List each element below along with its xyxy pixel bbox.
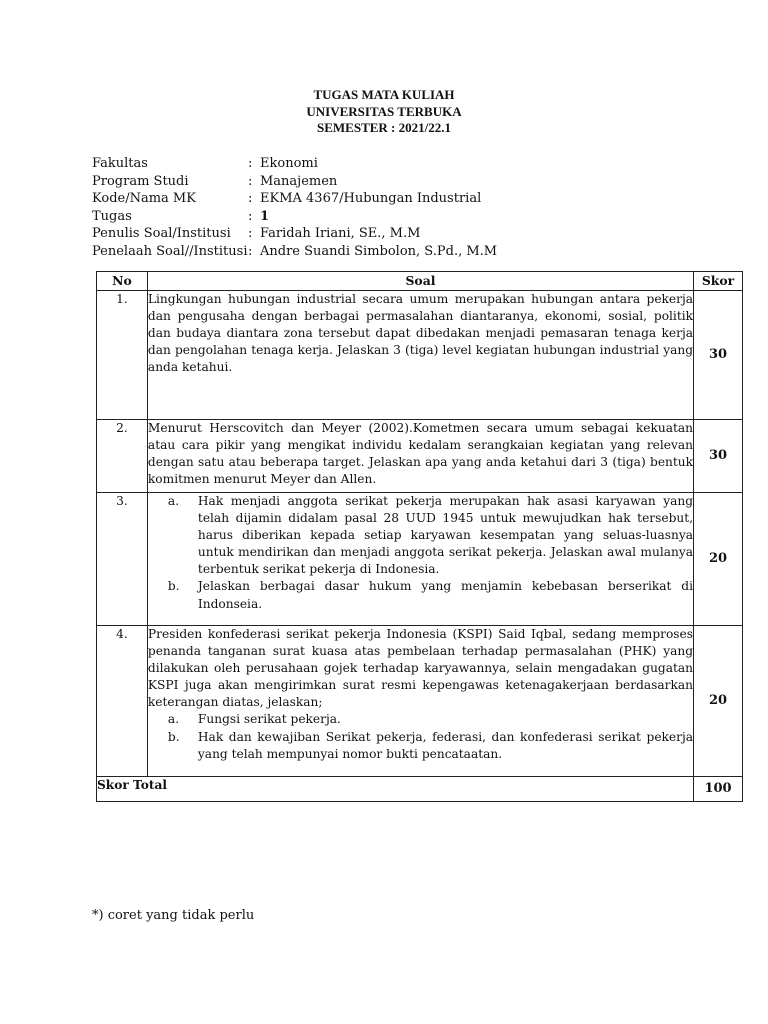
meta-row-penulis — [92, 225, 497, 243]
header-soal: Soal — [147, 272, 693, 291]
meta-label: Penelaah Soal//Institusi — [92, 243, 248, 259]
meta-row-penelaah — [92, 243, 497, 261]
sub-question-letter: b. — [167, 579, 180, 594]
question-text — [147, 493, 693, 626]
meta-value: Manajemen — [260, 173, 338, 189]
sub-question — [148, 493, 693, 578]
sub-question-letter: b. — [167, 729, 180, 744]
footnote: *) coret yang tidak perlu — [92, 908, 255, 923]
sub-question-text: Jelaskan berbagai dasar hukum yang menjamin kebebasan berserikat di Indonseia. — [197, 579, 694, 611]
table-row — [97, 626, 743, 777]
sub-question-text: Hak menjadi anggota serikat pekerja merupakan hak asasi karyawan yang telah dijamin didalam pasal 28 UUD 1945 untuk mewujudkan hak tersebut, harus diberikan kepada setiap karyawan kesempatan yang seluas-luasnya untuk mendirikan dan menjadi anggota serikat pekerja. Jelaskan awal mulanya terbentuk serikat pekerja di Indonesia. — [197, 494, 694, 577]
title-line-3: SEMESTER : 2021/22.1 — [317, 120, 451, 135]
meta-colon: : — [248, 191, 253, 206]
question-number: 3. — [97, 493, 148, 626]
header-skor: Skor — [694, 272, 743, 291]
sub-question-text: Hak dan kewajiban Serikat pekerja, federasi, dan konfederasi serikat pekerja yang telah mempunyai nomor bukti pencataatan. — [197, 729, 694, 761]
meta-value: 1 — [260, 208, 270, 224]
meta-colon: : — [248, 173, 253, 189]
sub-question — [148, 578, 693, 612]
total-value: 100 — [694, 777, 743, 802]
question-number: 1. — [97, 291, 148, 420]
question-text: Lingkungan hubungan industrial secara umum merupakan hubungan antara pekerja dan pengusaha dengan berbagai permasalahan diantaranya, ekonomi, sosial, politik dan budaya diantara zona tersebut dapat dibedakan menjadi pemasaran tenaga kerja dan pengolahan tenaga kerja. Jelaskan 3 (tiga) level kegiatan hubungan industrial yang anda ketahui. — [147, 291, 693, 420]
sub-question — [148, 729, 693, 763]
total-row — [97, 777, 743, 802]
question-score: 20 — [694, 626, 743, 777]
document-title — [0, 87, 768, 137]
question-score: 30 — [694, 291, 743, 420]
meta-value: Andre Suandi Simbolon, S.Pd., M.M — [260, 243, 498, 259]
title-line-2: UNIVERSITAS TERBUKA — [306, 103, 462, 119]
header-no: No — [97, 272, 148, 291]
table-row — [97, 493, 743, 626]
question-score: 20 — [694, 493, 743, 626]
total-label: Skor Total — [97, 777, 694, 802]
meta-value: Ekonomi — [260, 156, 318, 171]
question-table — [96, 271, 743, 802]
meta-row-tugas — [92, 208, 497, 226]
sub-question-letter: a. — [167, 712, 180, 727]
meta-label: Penulis Soal/Institusi — [92, 226, 231, 241]
table-row — [97, 420, 743, 493]
meta-row-program-studi — [92, 173, 497, 191]
meta-label: Kode/Nama MK — [92, 191, 196, 206]
sub-question — [148, 711, 693, 728]
meta-value: Faridah Iriani, SE., M.M — [260, 226, 421, 241]
sub-question-text: Fungsi serikat pekerja. — [197, 712, 341, 727]
title-line-1: TUGAS MATA KULIAH — [313, 87, 455, 102]
table-header-row — [97, 272, 743, 291]
meta-row-fakultas — [92, 155, 497, 173]
table-row — [97, 291, 743, 420]
meta-colon: : — [248, 243, 253, 259]
meta-value: EKMA 4367/Hubungan Industrial — [260, 191, 482, 206]
question-score: 30 — [694, 420, 743, 493]
meta-row-kode-mk — [92, 190, 497, 208]
meta-label: Fakultas — [92, 156, 148, 171]
question-text: Menurut Herscovitch dan Meyer (2002).Kometmen secara umum sebagai kekuatan atau cara pikir yang mengikat individu kedalam serangkaian kegiatan yang relevan dengan satu atau beberapa target. Jelaskan apa yang anda ketahui dari 3 (tiga) bentuk komitmen menurut Meyer dan Allen. — [147, 420, 693, 493]
question-intro: Presiden konfederasi serikat pekerja Indonesia (KSPI) Said Iqbal, sedang memproses penanda tanganan surat kuasa atas pembelaan terhadap permasalahan (PHK) yang dilakukan oleh perusahaan gojek terhadap karyawannya, selain mengadakan gugatan KSPI juga akan mengirimkan surat resmi kepengawas ketenagakerjaan berdasarkan keterangan diatas, jelaskan; — [147, 627, 694, 710]
question-text — [147, 626, 693, 777]
question-number: 2. — [97, 420, 148, 493]
course-info — [92, 155, 497, 260]
meta-colon: : — [248, 208, 253, 224]
question-number: 4. — [97, 626, 148, 777]
meta-colon: : — [248, 156, 253, 171]
meta-label: Tugas — [92, 208, 132, 224]
meta-colon: : — [248, 226, 253, 241]
meta-label: Program Studi — [92, 173, 189, 189]
sub-question-letter: a. — [167, 494, 180, 508]
